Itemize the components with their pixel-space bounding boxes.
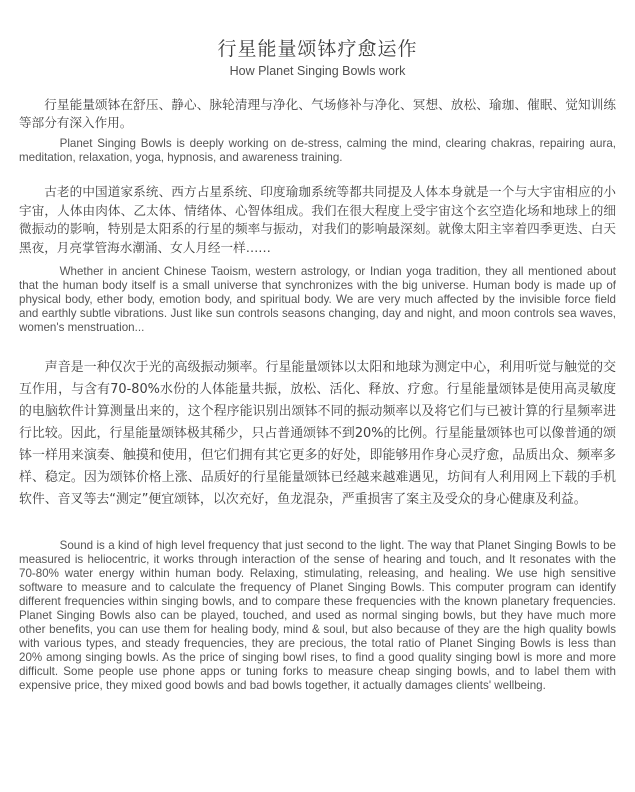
page-title-chinese: 行星能量颂钵疗愈运作 xyxy=(217,38,418,60)
paragraph-3-chinese: 声音是一种仅次于光的高级振动频率。行星能量颂钵以太阳和地球为测定中心，利用听觉与触觉的交互作用，与含有70-80%水份的人体能量共振，放松、活化、释放、疗愈。行星能量颂钵是使用高灵敏度的电脑软件计算测量出来的，这个程序能识别出颂钵不同的振动频率以及将它们与已被计算的行星频率进行比较。因此，行星能量颂钵极其稀少，只占普通颂钵不到20%的比例。行星能量颂钵也可以像普通的颂钵一样用来演奏、触摸和使用，但它们拥有其它更多的好处，即能够用作身心灵疗愈，品质出众、频率多样、稳定。因为颂钵价格上涨、品质好的行星能量颂钵已经越来越难遇见，坊间有人利用网上下载的手机软件、音叉等去“测定”便宜颂钵，以次充好，鱼龙混杂，严重损害了案主及受众的身心健康及利益。 xyxy=(19,360,616,507)
paragraph-1-chinese: 行星能量颂钵在舒压、静心、脉轮清理与净化、气场修补与净化、冥想、放松、瑜珈、催眠、觉知训练等部分有深入作用。 xyxy=(19,97,616,130)
paragraph-2-english: Whether in ancient Chinese Taoism, western astrology, or Indian yoga tradition, they all mentioned about that the human body itself is a small universe that synchronizes with the big universe. Human body is made up of physical body, ether body, emotion body, and spiritual body. We are very much affected by the invisible force field and earthly subtle vibrations. Just like sun controls seasons changing, day and night, and moon controls sea waves, women's menstruation... xyxy=(19,265,616,334)
paragraph-3-english: Sound is a kind of high level frequency that just second to the light. The way that Planet Singing Bowls to be measured is heliocentric, it works through interaction of the sense of hearing and touch, and It resonates with the 70-80% water energy within human body. Relaxing, stimulating, releasing, and healing. We use high sensitive software to measure and to calculate the frequency of Planet Singing Bowls. This computer program can identify different frequencies within singing bowls, and to compare these frequencies with the known planetary frequencies. Planet Singing Bowls also can be played, touched, and used as normal singing bowls, but they have much more other benefits, you can use them for healing body, mind & soul, but also because of they are the high quality bowls with various types, and steady frequencies, they are precious, the total ratio of Planet Singing Bowls is less than 20% among singing bowls. As the price of singing bowl rises, to find a good quality singing bowl is more and more difficult. Some people use phone apps or tuning forks to measure cheap singing bowls, and to label them with expensive price, they mixed good bowls and bad bowls together, it actually damages clients' wellbeing. xyxy=(19,539,616,692)
paragraph-2-chinese: 古老的中国道家系统、西方占星系统、印度瑜珈系统等都共同提及人体本身就是一个与大宇宙相应的小宇宙，人体由肉体、乙太体、情绪体、心智体组成。我们在很大程度上受宇宙这个玄空造化场和地球上的细微振动的影响，特别是太阳系的行星的频率与振动，对我们的影响最深刻。就像太阳主宰着四季更迭、白天黑夜，月亮掌管海水潮涌、女人月经一样…… xyxy=(19,184,616,255)
paragraph-1-english: Planet Singing Bowls is deeply working on de-stress, calming the mind, clearing chakras, repairing aura, meditation, relaxation, yoga, hypnosis, and awareness training. xyxy=(19,137,616,164)
page-title-english: How Planet Singing Bowls work xyxy=(229,64,406,78)
